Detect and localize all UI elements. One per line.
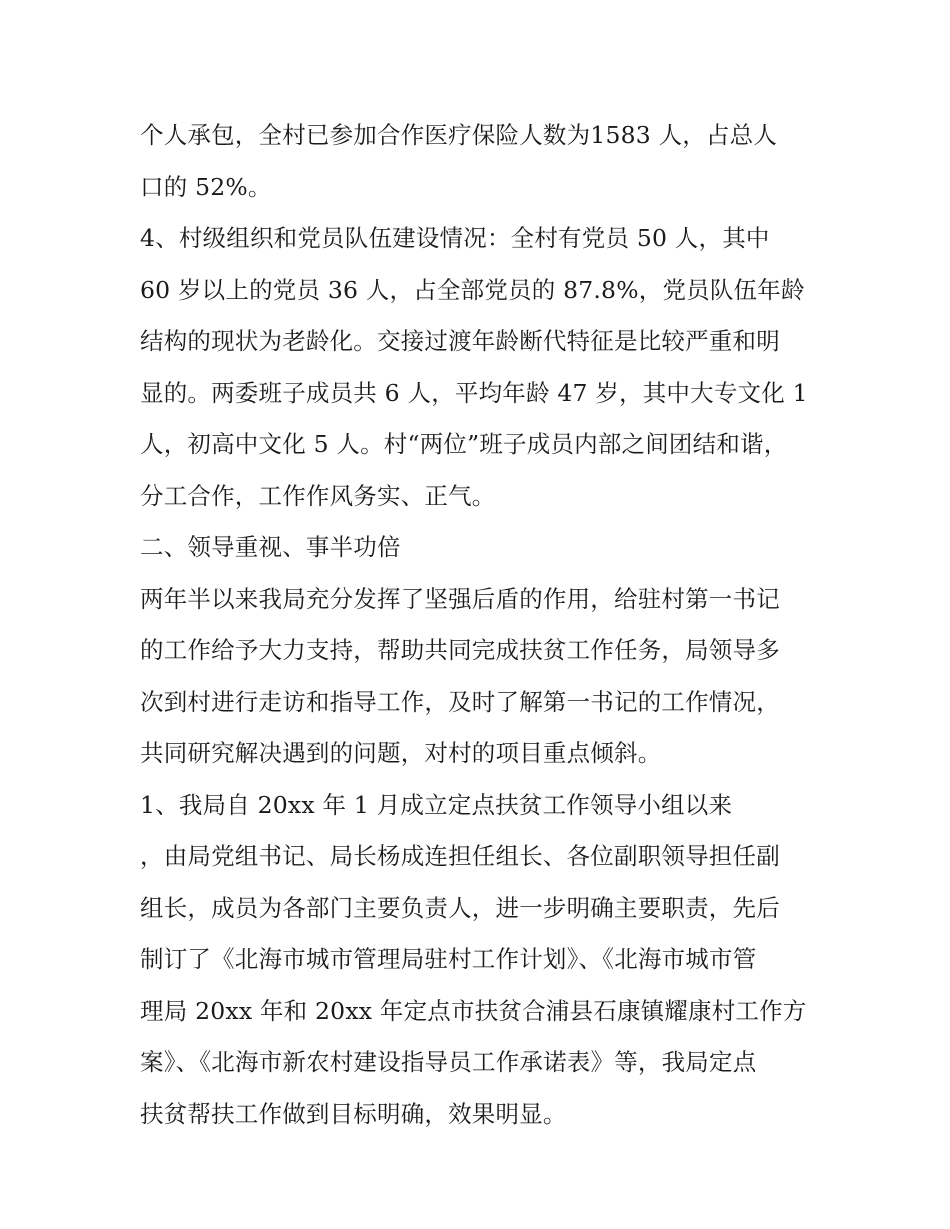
text-line: 分工合作，工作作风务实、正气。: [140, 481, 496, 510]
text-line: 口的 52%。: [140, 172, 272, 201]
text-line: 的工作给予大力支持，帮助共同完成扶贫工作任务，局领导多: [140, 636, 780, 664]
text-line: ，由局党组书记、局长杨成连担任组长、各位副职领导担任副: [140, 842, 780, 870]
text-line: 共同研究解决遇到的问题，对村的项目重点倾斜。: [140, 739, 662, 767]
text-line: 显的。两委班子成员共 6 人，平均年龄 47 岁，其中大专文化 1: [140, 378, 808, 407]
text-line: 1、我局自 20xx 年 1 月成立定点扶贫工作领导小组以来: [140, 790, 733, 819]
text-line: 两年半以来我局充分发挥了坚强后盾的作用，给驻村第一书记: [140, 584, 780, 613]
text-line: 组长，成员为各部门主要负责人，进一步明确主要职责，先后: [140, 893, 780, 922]
text-line: 人，初高中文化 5 人。村“两位”班子成员内部之间团结和谐，: [140, 430, 788, 458]
text-line: 案》、《北海市新农村建设指导员工作承诺表》等，我局定点: [140, 1048, 757, 1076]
text-line: 制订了《北海市城市管理局驻村工作计划》、《北海市城市管: [140, 945, 757, 973]
text-line: 扶贫帮扶工作做到目标明确，效果明显。: [140, 1099, 567, 1128]
section-heading: 二、领导重视、事半功倍: [140, 533, 401, 561]
text-line: 次到村进行走访和指导工作，及时了解第一书记的工作情况，: [140, 687, 780, 716]
text-line: 个人承包，全村已参加合作医疗保险人数为1583 人，占总人: [140, 121, 778, 149]
text-line: 结构的现状为老龄化。交接过渡年龄断代特征是比较严重和明: [140, 327, 780, 355]
text-line: 理局 20xx 年和 20xx 年定点市扶贫合浦县石康镇耀康村工作方: [140, 996, 807, 1025]
body-text: [140, 110, 820, 1140]
text-line: 60 岁以上的党员 36 人，占全部党员的 87.8%，党员队伍年龄: [140, 275, 805, 304]
text-line: 4、村级组织和党员队伍建设情况：全村有党员 50 人，其中: [140, 224, 770, 252]
